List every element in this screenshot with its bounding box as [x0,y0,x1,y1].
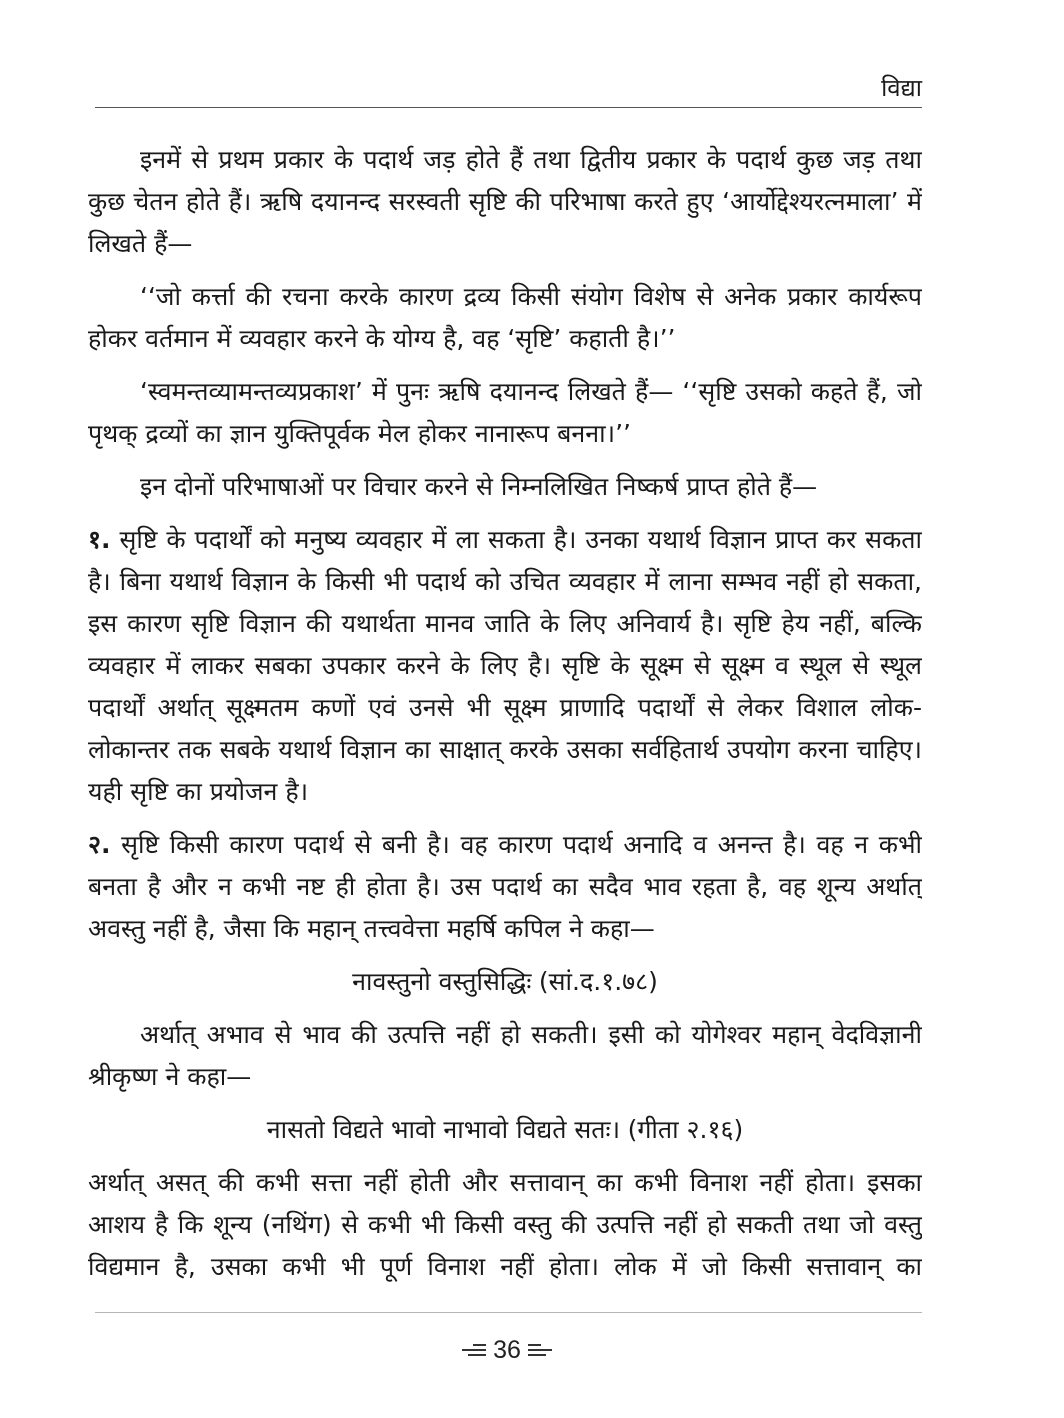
ornament-line [468,1354,486,1356]
verse-quote-gita [88,1109,922,1151]
point-text: सृष्टि के पदार्थों को मनुष्य व्यवहार में ला सकता है। उनका यथार्थ विज्ञान प्राप्त कर सकता है। बिना यथार्थ विज्ञान के किसी भी पदार्थ को उचित व्यवहार में लाना सम्भव नहीं हो सकता, इस कारण सृष्टि विज्ञान की यथार्थता मानव जाति के लिए अनिवार्य है। सृष्टि हेय नहीं, बल्कि व्यवहार में लाकर सबका उपकार करने के लिए है। सृष्टि के सूक्ष्म से सूक्ष्म व स्थूल से स्थूल पदार्थों अर्थात् सूक्ष्मतम कणों एवं उनसे भी सूक्ष्म प्राणादि पदार्थों से लेकर विशाल लोक-लोकान्तर तक सबके यथार्थ विज्ञान का साक्षात् करके उसका सर्वहितार्थ उपयोग करना चाहिए। यही सृष्टि का प्रयोजन है। [88,525,922,806]
ornament-line [473,1344,486,1346]
ornament-line [462,1349,486,1351]
paragraph-conclusions-lead: इन दोनों परिभाषाओं पर विचार करने से निम्नलिखित निष्कर्ष प्राप्त होते हैं— [140,472,818,501]
header-rule [95,107,922,108]
point-text: सृष्टि किसी कारण पदार्थ से बनी है। वह कारण पदार्थ अनादि व अनन्त है। वह न कभी बनता है और न कभी नष्ट ही होता है। उस पदार्थ का सदैव भाव रहता है, वह शून्य अर्थात् अवस्तु नहीं है, जैसा कि महान् तत्त्ववेत्ता महर्षि कपिल ने कहा— [88,830,922,943]
paragraph-quotation-swamantavya: ‘स्वमन्तव्यामन्तव्यप्रकाश’ में पुनः ऋषि दयानन्द लिखते हैं— ‘‘सृष्टि उसको कहते हैं, जो पृथक् द्रव्यों का ज्ञान युक्तिपूर्वक मेल होकर नानारूप बनना।’’ [88,377,922,448]
paragraph-intro: इनमें से प्रथम प्रकार के पदार्थ जड़ होते हैं तथा द्वितीय प्रकार के पदार्थ कुछ जड़ तथा कुछ चेतन होते हैं। ऋषि दयानन्द सरस्वती सृष्टि की परिभाषा करते हुए ‘आर्योद्देश्यरत्नमाला’ में लिखते हैं— [88,145,922,258]
ornament-line [528,1354,546,1356]
verse-text: नासतो विद्यते भावो नाभावो विद्यते सतः। [266,1115,621,1144]
paragraph-abhava: अर्थात् अभाव से भाव की उत्पत्ति नहीं हो सकती। इसी को योगेश्वर महान् वेदविज्ञानी श्रीकृष्ण ने कहा— [88,1020,922,1091]
footer-ornament-right [528,1344,552,1357]
verse-reference: (सां.द.१.७८) [538,967,658,996]
point-number: १. [88,525,111,554]
ornament-line [528,1344,541,1346]
footer-ornament-left [462,1344,486,1357]
verse-quote-samkhya [88,961,922,1003]
ornament-line [528,1349,552,1351]
page-body [88,139,922,1289]
numbered-point-1 [88,519,922,813]
numbered-point-2 [88,824,922,950]
paragraph-asat: अर्थात् असत् की कभी सत्ता नहीं होती और सत्तावान् का कभी विनाश नहीं होता। इसका आशय है कि शून्य (नथिंग) से कभी भी किसी वस्तु की उत्पत्ति नहीं हो सकती तथा जो वस्तु विद्यमान है, उसका कभी भी पूर्ण विनाश नहीं होता। लोक में जो किसी सत्तावान् का [88,1168,922,1281]
running-head: विद्या [881,74,922,102]
paragraph-quotation-aryoddeshya: ‘‘जो कर्त्ता की रचना करके कारण द्रव्य किसी संयोग विशेष से अनेक प्रकार कार्यरूप होकर वर्तमान में व्यवहार करने के योग्य है, वह ‘सृष्टि’ कहाती है।’’ [88,282,922,353]
page-folio [432,1333,582,1367]
point-number: २. [88,830,111,859]
footer-rule [95,1312,922,1313]
verse-text: नावस्तुनो वस्तुसिद्धिः [352,967,532,996]
verse-reference: (गीता २.१६) [627,1115,744,1144]
page-number: 36 [493,1336,521,1364]
